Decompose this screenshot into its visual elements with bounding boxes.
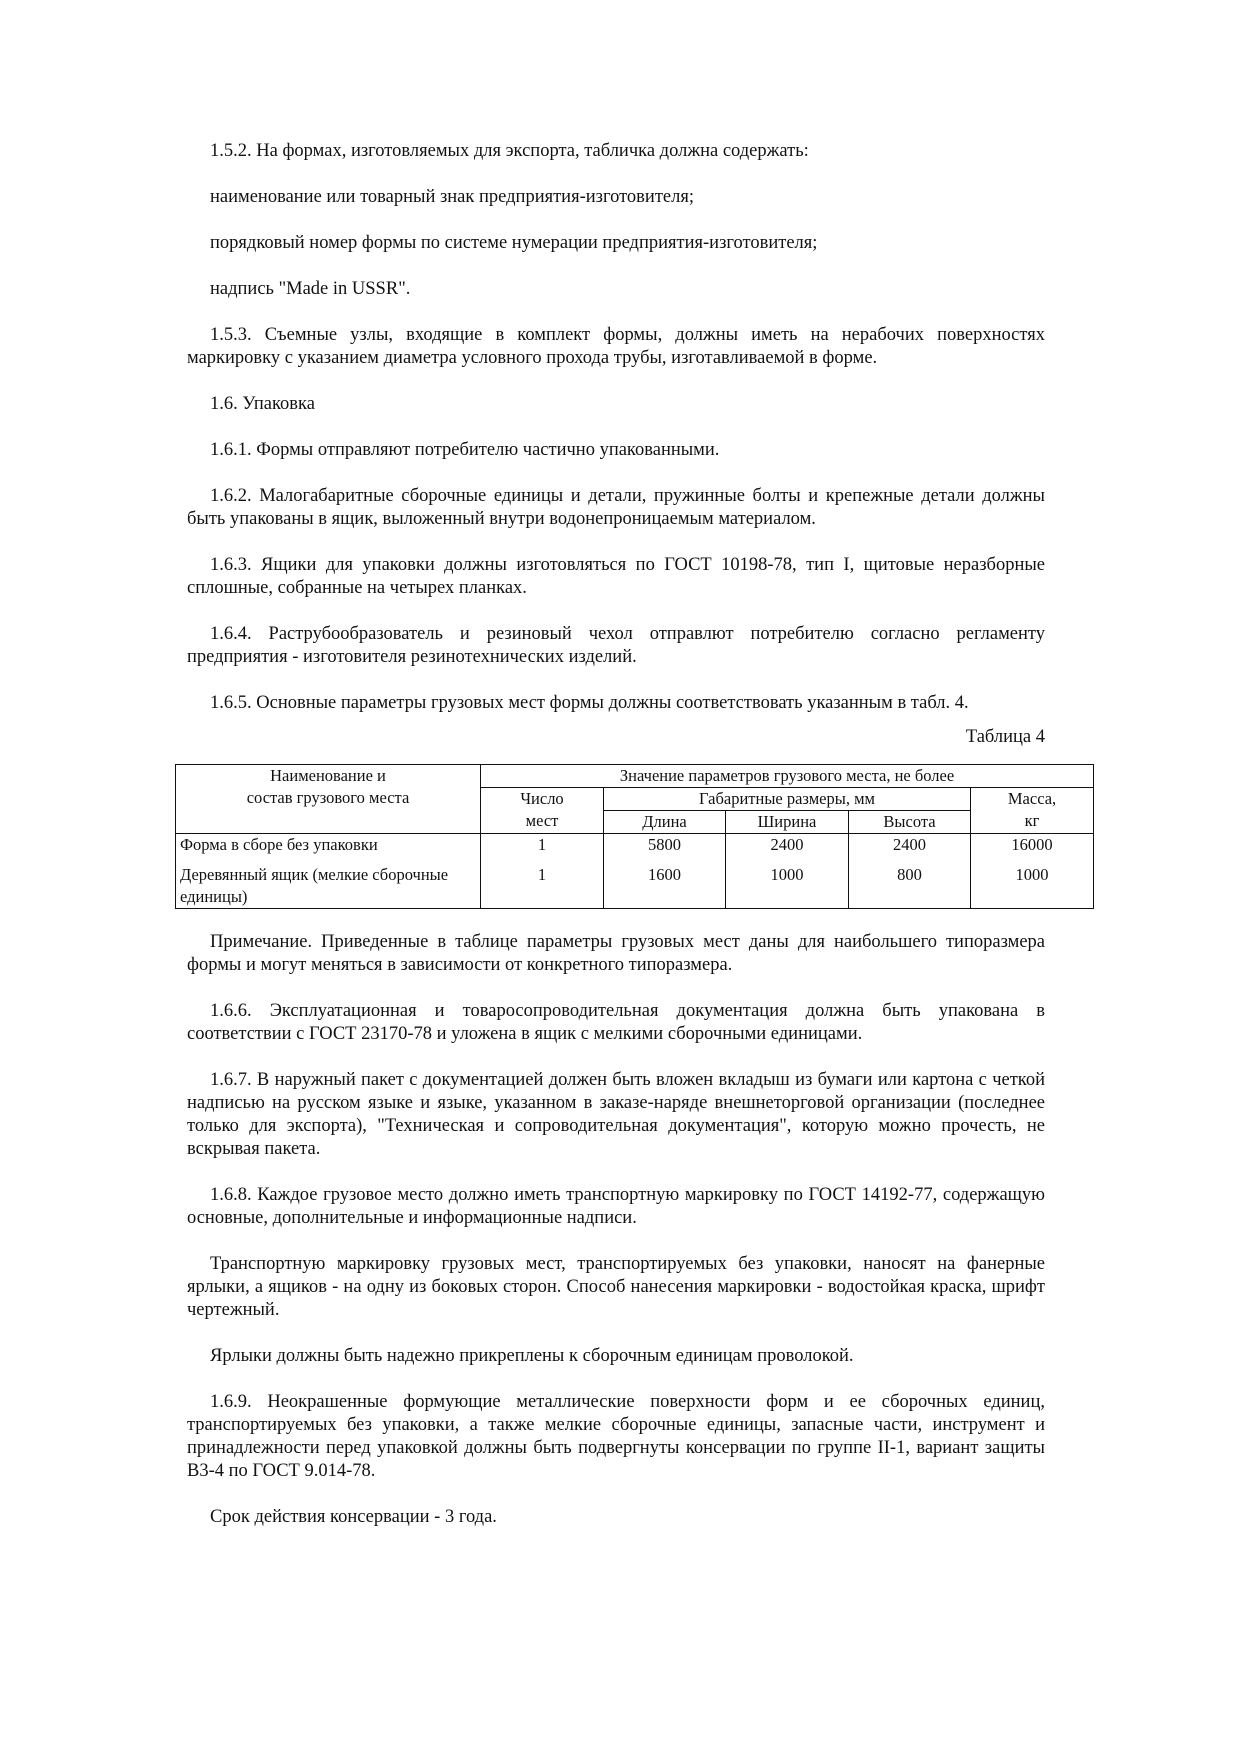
paragraph-1-6-8: 1.6.8. Каждое грузовое место должно иметь транспортную маркировку по ГОСТ 14192-77, содержащую основные, дополнительные и информационные надписи. [187, 1185, 1045, 1228]
header-cell-width: Ширина [726, 811, 849, 834]
table-note: Примечание. Приведенные в таблице параметры грузовых мест даны для наибольшего типоразмера формы и могут меняться в зависимости от конкретного типоразмера. [187, 932, 1045, 975]
cell-count: 1 [481, 856, 604, 909]
paragraph-1-6-5: 1.6.5. Основные параметры грузовых мест формы должны соответствовать указанным в табл. 4. [210, 693, 969, 713]
cell-height: 2400 [849, 834, 971, 857]
paragraph-1-6-2: 1.6.2. Малогабаритные сборочные единицы и детали, пружинные болты и крепежные детали должны быть упакованы в ящик, выложенный внутри водонепроницаемым материалом. [187, 486, 1045, 529]
table-header-row [176, 765, 1094, 788]
paragraph-1-6-4: 1.6.4. Раструбообразователь и резиновый чехол отправлют потребителю согласно регламенту предприятия - изготовителя резинотехнических изделий. [187, 624, 1045, 667]
cell-mass: 1000 [971, 856, 1094, 909]
cell-width: 2400 [726, 834, 849, 857]
header-name-line2: состав грузового места [246, 788, 410, 807]
paragraph-serial-number: порядковый номер формы по системе нумерации предприятия-изготовителя; [210, 233, 818, 253]
parameters-table [175, 764, 1094, 909]
paragraph-labels: Ярлыки должны быть надежно прикреплены к сборочным единицам проволокой. [210, 1346, 854, 1366]
header-mass-line2: кг [1024, 811, 1040, 830]
paragraph-1-6-7: 1.6.7. В наружный пакет с документацией должен быть вложен вкладыш из бумаги или картона с четкой надписью на русском языке и языке, указанном в заказе-наряде внешнеторговой организации (последнее только для экспорта), "Техническая и сопроводительная документация", которую можно прочесть, не вскрывая пакета. [187, 1070, 1045, 1159]
header-cell-dimensions: Габаритные размеры, мм [604, 788, 971, 811]
header-mass-line1: Масса, [1007, 789, 1057, 808]
table-container [175, 764, 1093, 909]
paragraph-conservation-term: Срок действия консервации - 3 года. [210, 1507, 497, 1527]
table-caption: Таблица 4 [965, 727, 1045, 747]
paragraph-made-in: надпись "Made in USSR". [210, 279, 411, 299]
cell-height: 800 [849, 856, 971, 909]
header-cell-height: Высота [849, 811, 971, 834]
document-page [180, 140, 1057, 1552]
header-cell-count [481, 788, 604, 834]
paragraph-1-6-3: 1.6.3. Ящики для упаковки должны изготовляться по ГОСТ 10198-78, тип I, щитовые неразборные сплошные, собранные на четырех планках. [187, 555, 1045, 598]
paragraph-1-5-2: 1.5.2. На формах, изготовляемых для экспорта, табличка должна содержать: [210, 141, 809, 161]
cell-width: 1000 [726, 856, 849, 909]
table-row [176, 834, 1094, 857]
cell-count: 1 [481, 834, 604, 857]
cell-name: Деревянный ящик (мелкие сборочные единицы) [176, 856, 481, 909]
header-cell-mass [971, 788, 1094, 834]
cell-length: 1600 [604, 856, 726, 909]
header-count-line1: Число [520, 789, 564, 808]
header-name-line1: Наименование и [270, 766, 386, 785]
paragraph-1-6-9: 1.6.9. Неокрашенные формующие металлические поверхности форм и ее сборочных единиц, транспортируемых без упаковки, а также мелкие сборочные единицы, запасные части, инструмент и принадлежности перед упаковкой должны быть подвергнуты консервации по группе II-1, вариант защиты В3-4 по ГОСТ 9.014-78. [187, 1392, 1045, 1481]
paragraph-manufacturer-name: наименование или товарный знак предприятия-изготовителя; [210, 187, 694, 207]
paragraph-transport-marking: Транспортную маркировку грузовых мест, транспортируемых без упаковки, наносят на фанерные ярлыки, а ящиков - на одну из боковых сторон. Способ нанесения маркировки - водостойкая краска, шрифт чертежный. [187, 1254, 1045, 1320]
cell-length: 5800 [604, 834, 726, 857]
table-row [176, 856, 1094, 909]
paragraph-1-5-3: 1.5.3. Съемные узлы, входящие в комплект формы, должны иметь на нерабочих поверхностях маркировку с указанием диаметра условного прохода трубы, изготавливаемой в форме. [187, 325, 1045, 368]
cell-name: Форма в сборе без упаковки [176, 834, 481, 857]
header-cell-length: Длина [604, 811, 726, 834]
paragraph-1-6-1: 1.6.1. Формы отправляют потребителю частично упакованными. [210, 440, 720, 460]
paragraph-1-6-6: 1.6.6. Эксплуатационная и товаросопроводительная документация должна быть упакована в соответствии с ГОСТ 23170-78 и уложена в ящик с мелкими сборочными единицами. [187, 1001, 1045, 1044]
header-cell-group: Значение параметров грузового места, не более [481, 765, 1094, 788]
header-count-line2: мест [525, 811, 559, 830]
cell-mass: 16000 [971, 834, 1094, 857]
section-heading-packaging: 1.6. Упаковка [210, 394, 315, 414]
header-cell-name [176, 765, 481, 834]
